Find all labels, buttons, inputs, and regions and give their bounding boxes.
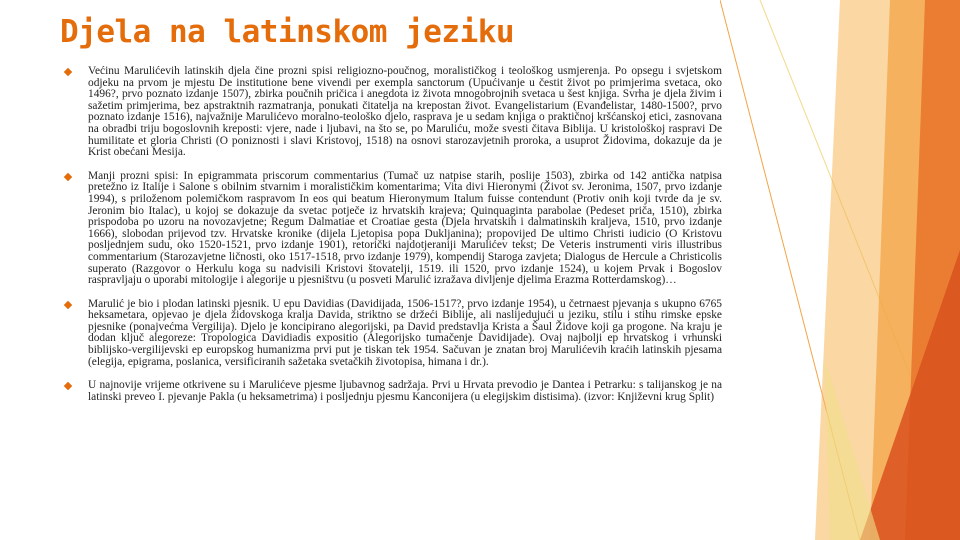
decorative-stripes (720, 0, 960, 540)
bullet-text: Manji prozni spisi: In epigrammata priscorum commentarius (Tumač uz natpise starih, poslije 1503), zbirka od 142 antička natpisa pretežno iz Italije i Salone s obilnim stvarnim i moralističkim komentarima; Vita divi Hieronymi (Život sv. Jeronima, 1507, prvo izdanje 1994), s priloženom polemičkom raspravom In eos qui beatum Hieronymum Italum fuisse contendunt (Protiv onih koji tvrde da je sv. Jeronim bio Italac), u kojoj se dokazuje da svetac potječe iz hrvatskih krajeva; Quinquaginta parabolae (Pedeset priča, 1510), zbirka prispodoba po uzoru na novozavjetne; Regum Dalmatiae et Croatiae gesta (Djela hrvatskih i dalmatinskih kraljeva, 1510, prvo izdanje 1666), slobodan prijevod tzv. Hrvatske kronike (dijela Ljetopisa popa Dukljanina); propovijed De ultimo Christi iudicio (O Kristovu posljednjem sudu, oko 1520-1521, prvo izdanje 1901), retorički najdotjeraniji Marulićev tekst; De Veteris instrumenti viris illustribus commentarium (Starozavjetne ličnosti, oko 1517-1518, prvo izdanje 1979), kompendij Staroga zavjeta; Dialogus de Hercule a Christicolis superato (Razgovor o Herkulu koga su nadvisili Kristovi štovatelji, 1519. ili 1520, prvo izdanje 1524), u kojem Prvak i Bogoslov raspravljaju o uporabi mitologije i alegorije u pjesništvu (u posveti Marulić izražava divljenje djelima Erazma Rotterdamskog)… (88, 169, 722, 287)
slide-title: Djela na latinskom jeziku (60, 14, 515, 50)
bullet-list (62, 66, 722, 403)
diamond-bullet-icon (64, 382, 72, 390)
bullet-item-1 (62, 66, 722, 159)
bullet-text: Marulić je bio i plodan latinski pjesnik. U epu Davidias (Davidijada, 1506-1517?, prvo izdanje 1954), u četrnaest pjevanja s ukupno 6765 heksametara, opjevao je djela židovskoga kralja Davida, striktno se držeći Biblije, ali naslijedujući u jeziku, stilu i stihu rimske epske pjesnike (ponajvećma Vergilija). Djelo je koncipirano alegorijski, pa David predstavlja Krista a Šaul Židove koji ga progone. Na kraju je dodan ključ alegoreze: Tropologica Davidiadis expositio (Alegorijsko tumačenje Davidijade). Ovaj najbolji ep hrvatskog i vrhunski biblijsko-vergilijevski ep europskog humanizma prvi put je tiskan tek 1954. Sačuvan je znatan broj Marulićevih kraćih latinskih pjesama (elegija, epigrama, poslanica, versificiranih sažetaka svetačkih životopisa, himana i dr.). (88, 297, 722, 368)
bullet-item-4 (62, 380, 722, 403)
bullet-item-2 (62, 171, 722, 287)
bullet-item-3 (62, 299, 722, 369)
diamond-bullet-icon (64, 68, 72, 76)
diamond-bullet-icon (64, 300, 72, 308)
diamond-bullet-icon (64, 173, 72, 181)
bullet-text: U najnovije vrijeme otkrivene su i Marulićeve pjesme ljubavnog sadržaja. Prvi u Hrvata prevodio je Dantea i Petrarku: s talijanskog je na latinski preveo I. pjevanje Pakla (u heksametrima) i posljednju pjesmu Kanconijera (u elegijskim distisima). (izvor: Književni krug Split) (88, 379, 722, 403)
bullet-text: Većinu Marulićevih latinskih djela čine prozni spisi religiozno-poučnog, moralističkog i teološkog usmjerenja. Po opsegu i svjetskom odjeku na prvom je mjestu De institutione bene vivendi per exempla sanctorum (Upućivanje u čestit život po primjerima svetaca, oko 1496?, prvo poznato izdanje 1507), zbirka poučnih pričica i anegdota iz života mnogobrojnih svetaca u šest knjiga. Svrha je djela živim i sažetim primjerima, bez apstraktnih razmatranja, ponukati čitatelja na krepostan život. Evangelistarium (Evanđelistar, 1480-1500?, prvo poznato izdanje 1516), najvažnije Marulićevo moralno-teološko djelo, rasprava je u sedam knjiga o praktičnoj kršćanskoj etici, zasnovana na obradbi triju bogoslovnih kreposti: vjere, nade i ljubavi, na što se, po Maruliću, može svesti čitava Biblija. U kristološkoj raspravi De humilitate et gloria Christi (O poniznosti i slavi Kristovoj, 1518) na osnovi starozavjetnih proroka, a usuprot Židovima, dokazuje da je Krist obećani Mesija. (88, 65, 722, 159)
